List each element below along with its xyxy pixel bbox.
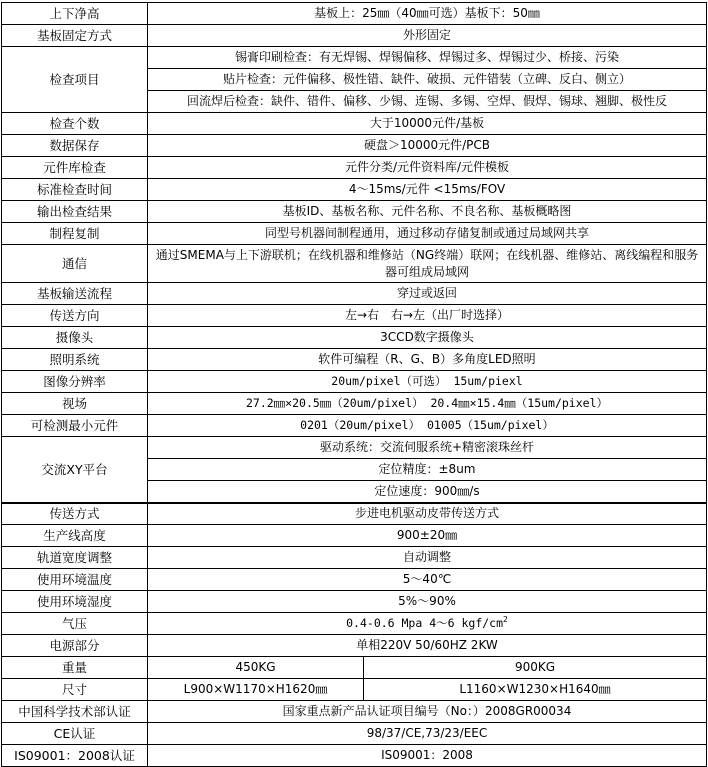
label-min-component: 可检测最小元件 xyxy=(2,415,148,437)
row-clearance xyxy=(2,3,707,25)
value-inspection-placement: 贴片检查：元件偏移、极性错、缺件、破损、元件错装（立碑、反白、侧立） xyxy=(148,69,707,91)
row-xy-drive xyxy=(2,437,707,459)
value-camera: 3CCD数字摄像头 xyxy=(148,327,707,349)
value-rail-width: 自动调整 xyxy=(148,547,707,569)
row-inspection-time xyxy=(2,179,707,201)
row-camera xyxy=(2,327,707,349)
value-transfer-direction: 左→右 右→左（出厂时选择） xyxy=(148,305,707,327)
label-env-humidity: 使用环境湿度 xyxy=(2,591,148,613)
value-power: 单相220V 50/60HZ 2KW xyxy=(148,635,707,657)
row-power xyxy=(2,635,707,657)
value-transfer-method: 步进电机驱动皮带传送方式 xyxy=(148,503,707,525)
value-env-humidity: 5%～90% xyxy=(148,591,707,613)
label-communication: 通信 xyxy=(2,245,148,283)
value-data-storage: 硬盘＞10000元件/PCB xyxy=(148,135,707,157)
value-process-copy: 同型号机器间制程通用，通过移动存储复制或通过局域网共享 xyxy=(148,223,707,245)
value-inspection-reflow: 回流焊后检查：缺件、错件、偏移、少锡、连锡、多锡、空焊、假焊、锡球、翘脚、极性反 xyxy=(148,91,707,113)
label-field-of-view: 视场 xyxy=(2,393,148,415)
value-dimensions-b: L1160×W1230×H1640㎜ xyxy=(364,679,707,701)
label-weight: 重量 xyxy=(2,657,148,679)
row-communication xyxy=(2,245,707,283)
value-xy-speed: 定位速度：900㎜/s xyxy=(148,481,707,503)
row-air-pressure xyxy=(2,613,707,635)
air-pressure-text: 0.4-0.6 Mpa 4～6 kgf/cm xyxy=(346,616,504,630)
row-lighting xyxy=(2,349,707,371)
value-env-temperature: 5～40℃ xyxy=(148,569,707,591)
row-most-certification xyxy=(2,701,707,723)
value-inspection-time: 4～15ms/元件 <15ms/FOV xyxy=(148,179,707,201)
row-env-humidity xyxy=(2,591,707,613)
label-xy-platform: 交流XY平台 xyxy=(2,437,148,503)
value-communication: 通过SMEMA与上下游联机；在线机器和维修站（NG终端）联网；在线机器、维修站、离线编程和服务器可组成局域网 xyxy=(148,245,707,283)
value-component-library: 元件分类/元件资料库/元件模板 xyxy=(148,157,707,179)
spec-table xyxy=(1,2,707,767)
value-board-fixing: 外形固定 xyxy=(148,25,707,47)
label-rail-width: 轨道宽度调整 xyxy=(2,547,148,569)
value-clearance: 基板上：25㎜（40㎜可选）基板下：50㎜ xyxy=(148,3,707,25)
value-dimensions-a: L900×W1170×H1620㎜ xyxy=(148,679,364,701)
value-field-of-view: 27.2㎜×20.5㎜（20um/pixel） 20.4㎜×15.4㎜（15um/pixel） xyxy=(148,393,707,415)
value-lighting: 软件可编程（R、G、B）多角度LED照明 xyxy=(148,349,707,371)
value-weight-a: 450KG xyxy=(148,657,364,679)
label-component-library: 元件库检查 xyxy=(2,157,148,179)
label-dimensions: 尺寸 xyxy=(2,679,148,701)
label-data-storage: 数据保存 xyxy=(2,135,148,157)
value-air-pressure xyxy=(148,613,707,635)
label-env-temperature: 使用环境温度 xyxy=(2,569,148,591)
row-rail-width xyxy=(2,547,707,569)
label-power: 电源部分 xyxy=(2,635,148,657)
value-xy-drive: 驱动系统：交流伺服系统+精密滚珠丝杆 xyxy=(148,437,707,459)
label-transfer-method: 传送方式 xyxy=(2,503,148,525)
row-ce-certification xyxy=(2,723,707,745)
label-resolution: 图像分辨率 xyxy=(2,371,148,393)
value-resolution: 20um/pixel（可选） 15um/piexl xyxy=(148,371,707,393)
label-inspection-count: 检查个数 xyxy=(2,113,148,135)
label-process-copy: 制程复制 xyxy=(2,223,148,245)
value-min-component: 0201（20um/pixel） 01005（15um/pixel） xyxy=(148,415,707,437)
row-inspection-count xyxy=(2,113,707,135)
row-board-fixing xyxy=(2,25,707,47)
label-board-flow: 基板输送流程 xyxy=(2,283,148,305)
air-pressure-exponent: 2 xyxy=(503,615,508,625)
value-inspection-count: 大于10000元件/基板 xyxy=(148,113,707,135)
row-weight xyxy=(2,657,707,679)
value-board-flow: 穿过或返回 xyxy=(148,283,707,305)
label-output-results: 输出检查结果 xyxy=(2,201,148,223)
label-clearance: 上下净高 xyxy=(2,3,148,25)
row-data-storage xyxy=(2,135,707,157)
row-component-library xyxy=(2,157,707,179)
label-line-height: 生产线高度 xyxy=(2,525,148,547)
row-resolution xyxy=(2,371,707,393)
row-min-component xyxy=(2,415,707,437)
value-most-certification: 国家重点新产品认证项目编号（No：）2008GR00034 xyxy=(148,701,707,723)
row-line-height xyxy=(2,525,707,547)
label-most-certification: 中国科学技术部认证 xyxy=(2,701,148,723)
row-transfer-direction xyxy=(2,305,707,327)
value-xy-accuracy: 定位精度：±8um xyxy=(148,459,707,481)
label-ce-certification: CE认证 xyxy=(2,723,148,745)
value-line-height: 900±20㎜ xyxy=(148,525,707,547)
value-ce-certification: 98/37/CE,73/23/EEC xyxy=(148,723,707,745)
value-inspection-solder-paste: 锡膏印刷检查：有无焊锡、焊锡偏移、焊锡过多、焊锡过少、桥接、污染 xyxy=(148,47,707,69)
label-iso-certification: IS09001：2008认证 xyxy=(2,745,148,767)
value-iso-certification: IS09001：2008 xyxy=(148,745,707,767)
row-board-flow xyxy=(2,283,707,305)
label-camera: 摄像头 xyxy=(2,327,148,349)
label-transfer-direction: 传送方向 xyxy=(2,305,148,327)
label-air-pressure: 气压 xyxy=(2,613,148,635)
row-output-results xyxy=(2,201,707,223)
row-env-temperature xyxy=(2,569,707,591)
row-inspection-items xyxy=(2,47,707,69)
value-weight-b: 900KG xyxy=(364,657,707,679)
row-dimensions xyxy=(2,679,707,701)
label-lighting: 照明系统 xyxy=(2,349,148,371)
row-field-of-view xyxy=(2,393,707,415)
row-transfer-method xyxy=(2,503,707,525)
value-output-results: 基板ID、基板名称、元件名称、不良名称、基板概略图 xyxy=(148,201,707,223)
row-process-copy xyxy=(2,223,707,245)
label-inspection-items: 检查项目 xyxy=(2,47,148,113)
label-board-fixing: 基板固定方式 xyxy=(2,25,148,47)
label-inspection-time: 标准检查时间 xyxy=(2,179,148,201)
